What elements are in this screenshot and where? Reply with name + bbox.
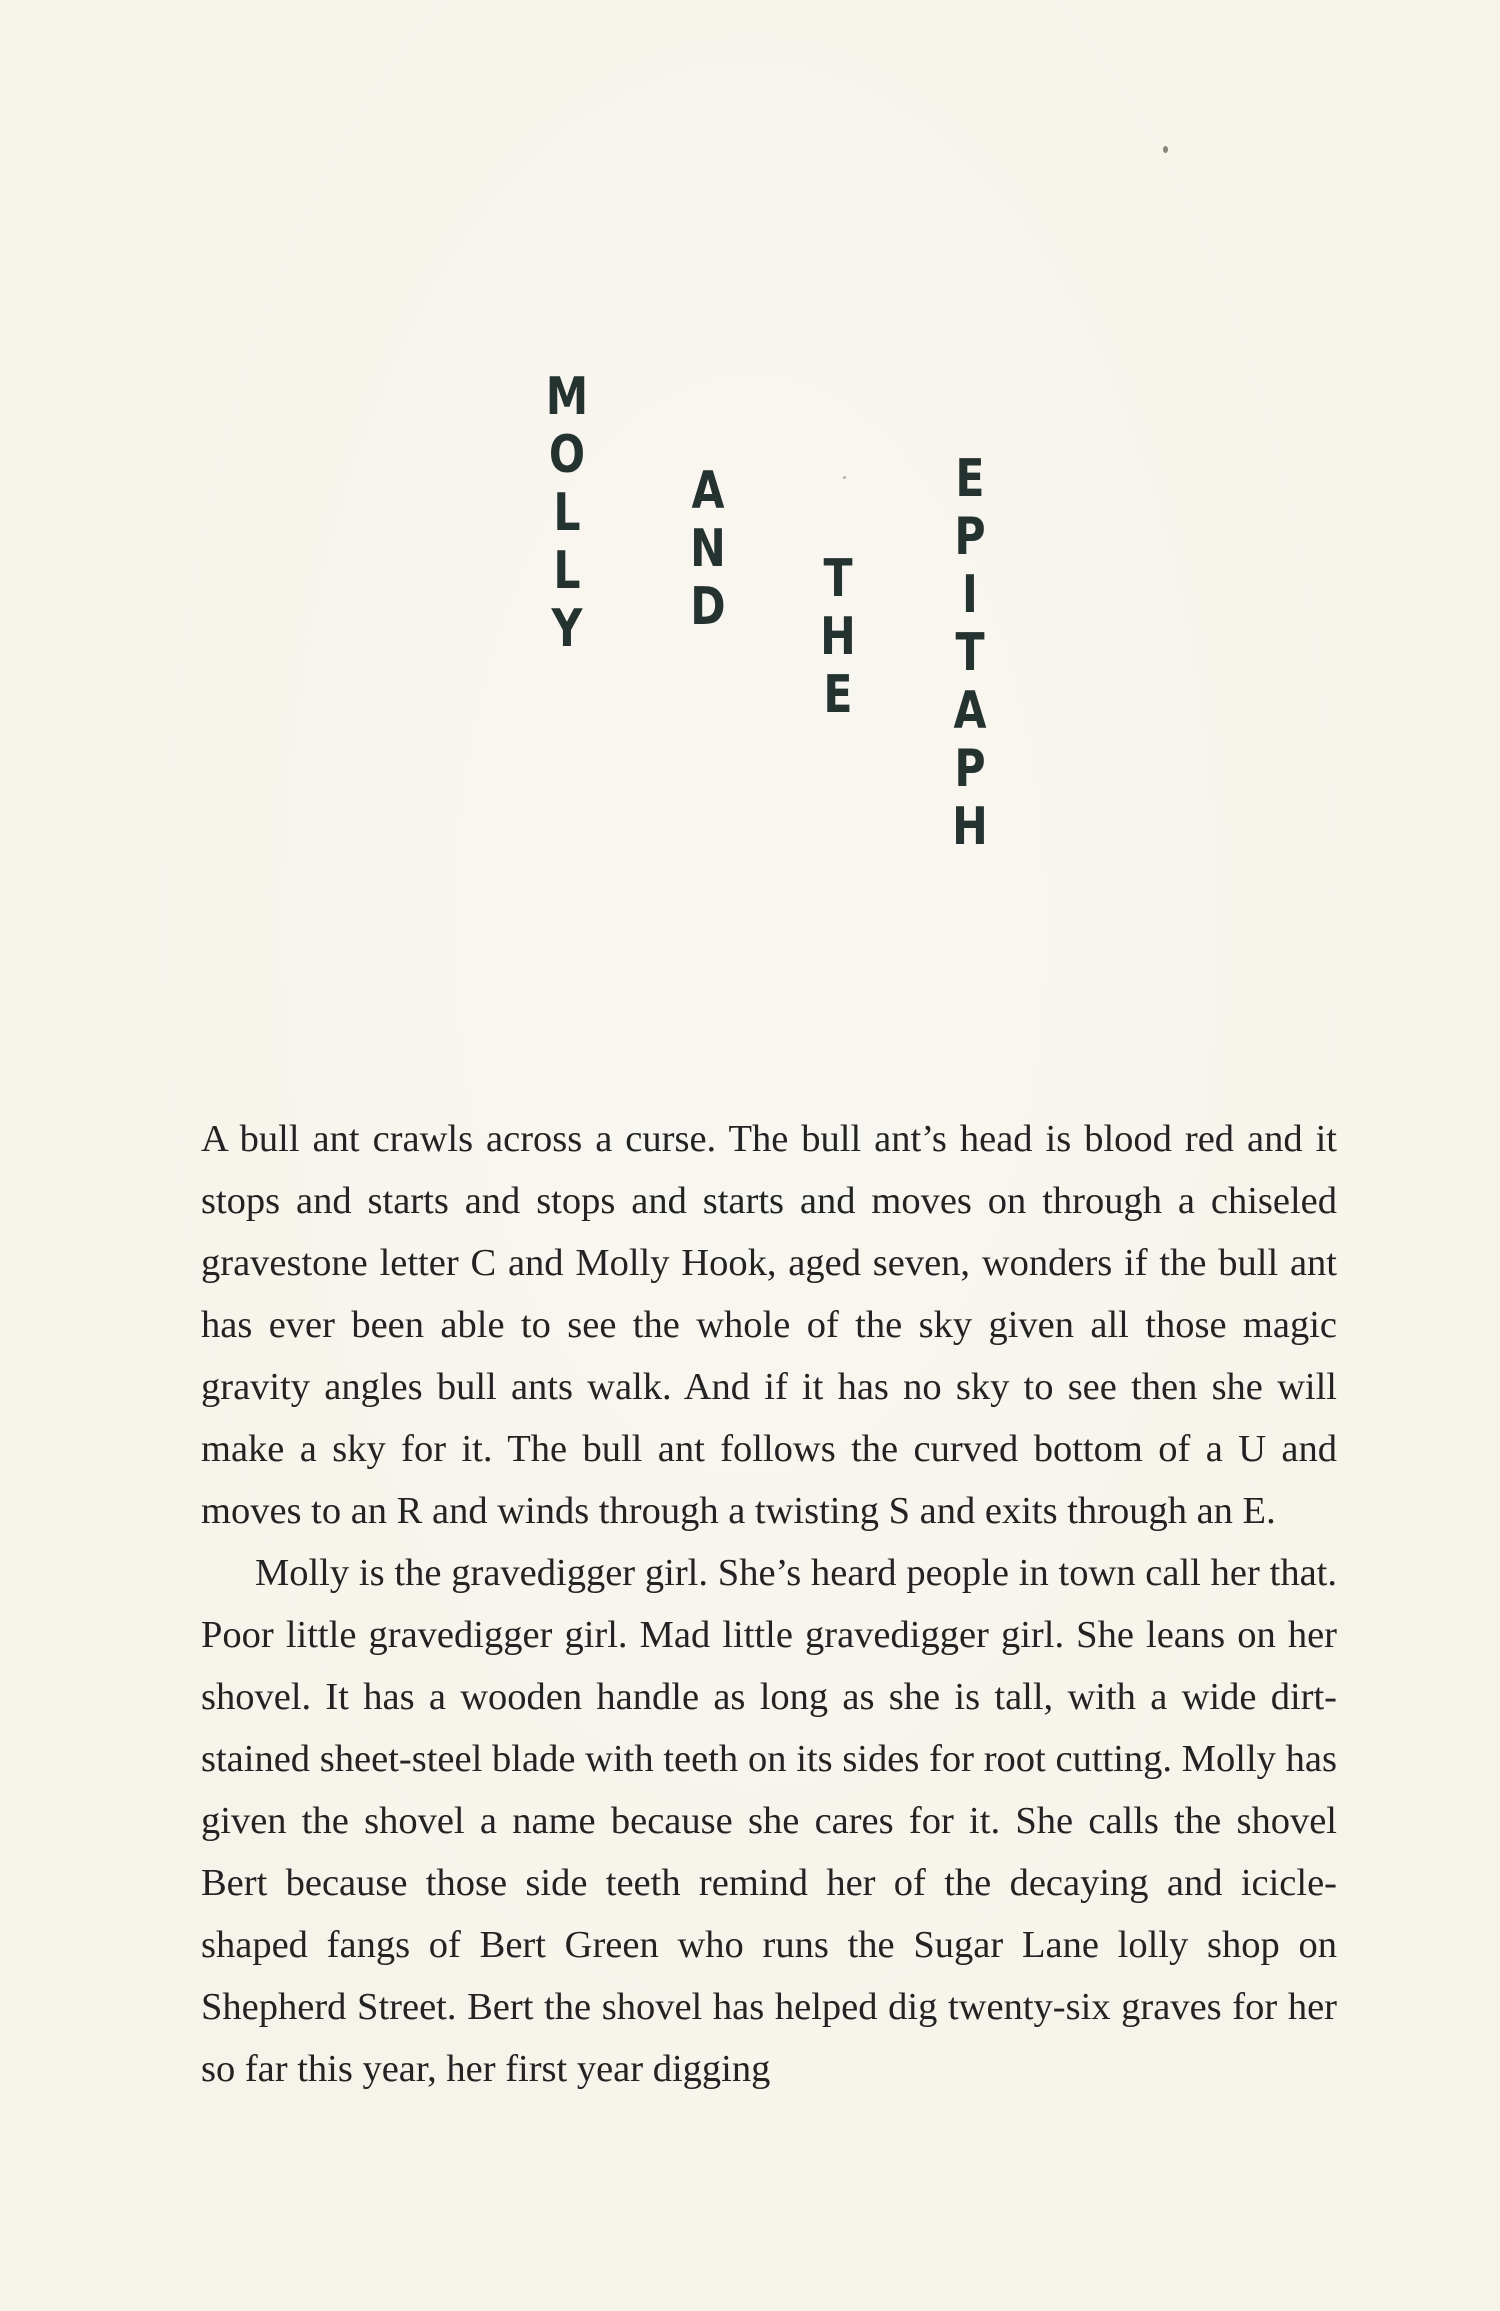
title-letter: P	[954, 507, 986, 567]
title-letter: N	[690, 519, 726, 579]
title-letter: M	[545, 367, 589, 427]
title-letter: A	[691, 461, 725, 521]
title-letter: O	[548, 425, 586, 485]
title-word-epitaph	[940, 450, 1000, 856]
chapter-body-text	[201, 1108, 1337, 2100]
paragraph-2: Molly is the gravedigger girl. She’s heard people in town call her that. Poor little gravedigger girl. Mad little gravedigger girl. She leans on her shovel. It has a wooden handle as long as she is tall, with a wide dirt-stained sheet-steel blade with teeth on its sides for root cutting. Molly has given the shovel a name because she cares for it. She calls the shovel Bert because those side teeth remind her of the decaying and icicle-shaped fangs of Bert Green who runs the Sugar Lane lolly shop on Shepherd Street. Bert the shovel has helped dig twenty-six graves for her so far this year, her first year digging	[201, 1552, 1337, 2090]
paper-speck	[843, 476, 846, 479]
title-letter: L	[553, 541, 581, 601]
title-letter: P	[954, 739, 986, 799]
title-word-molly	[537, 368, 597, 658]
paragraph-1: A bull ant crawls across a curse. The bull ant’s head is blood red and it stops and starts and stops and starts and moves on through a chiseled gravestone letter C and Molly Hook, aged seven, wonders if the bull ant has ever been able to see the whole of the sky given all those magic gravity angles bull ants walk. And if it has no sky to see then she will make a sky for it. The bull ant follows the curved bottom of a U and moves to an R and winds through a twisting S and exits through an E.	[201, 1118, 1337, 1532]
title-letter: E	[823, 665, 853, 725]
title-letter: I	[962, 565, 978, 625]
title-letter: L	[553, 483, 581, 543]
title-letter: A	[953, 681, 987, 741]
title-letter: T	[955, 623, 985, 683]
title-word-and	[678, 462, 738, 636]
title-word-the	[808, 550, 868, 724]
title-letter: E	[955, 449, 985, 509]
title-letter: H	[952, 797, 988, 857]
title-letter: D	[690, 577, 726, 637]
title-letter: T	[823, 549, 853, 609]
paper-speck	[1163, 146, 1168, 153]
title-letter: H	[820, 607, 856, 667]
title-letter: Y	[551, 599, 583, 659]
